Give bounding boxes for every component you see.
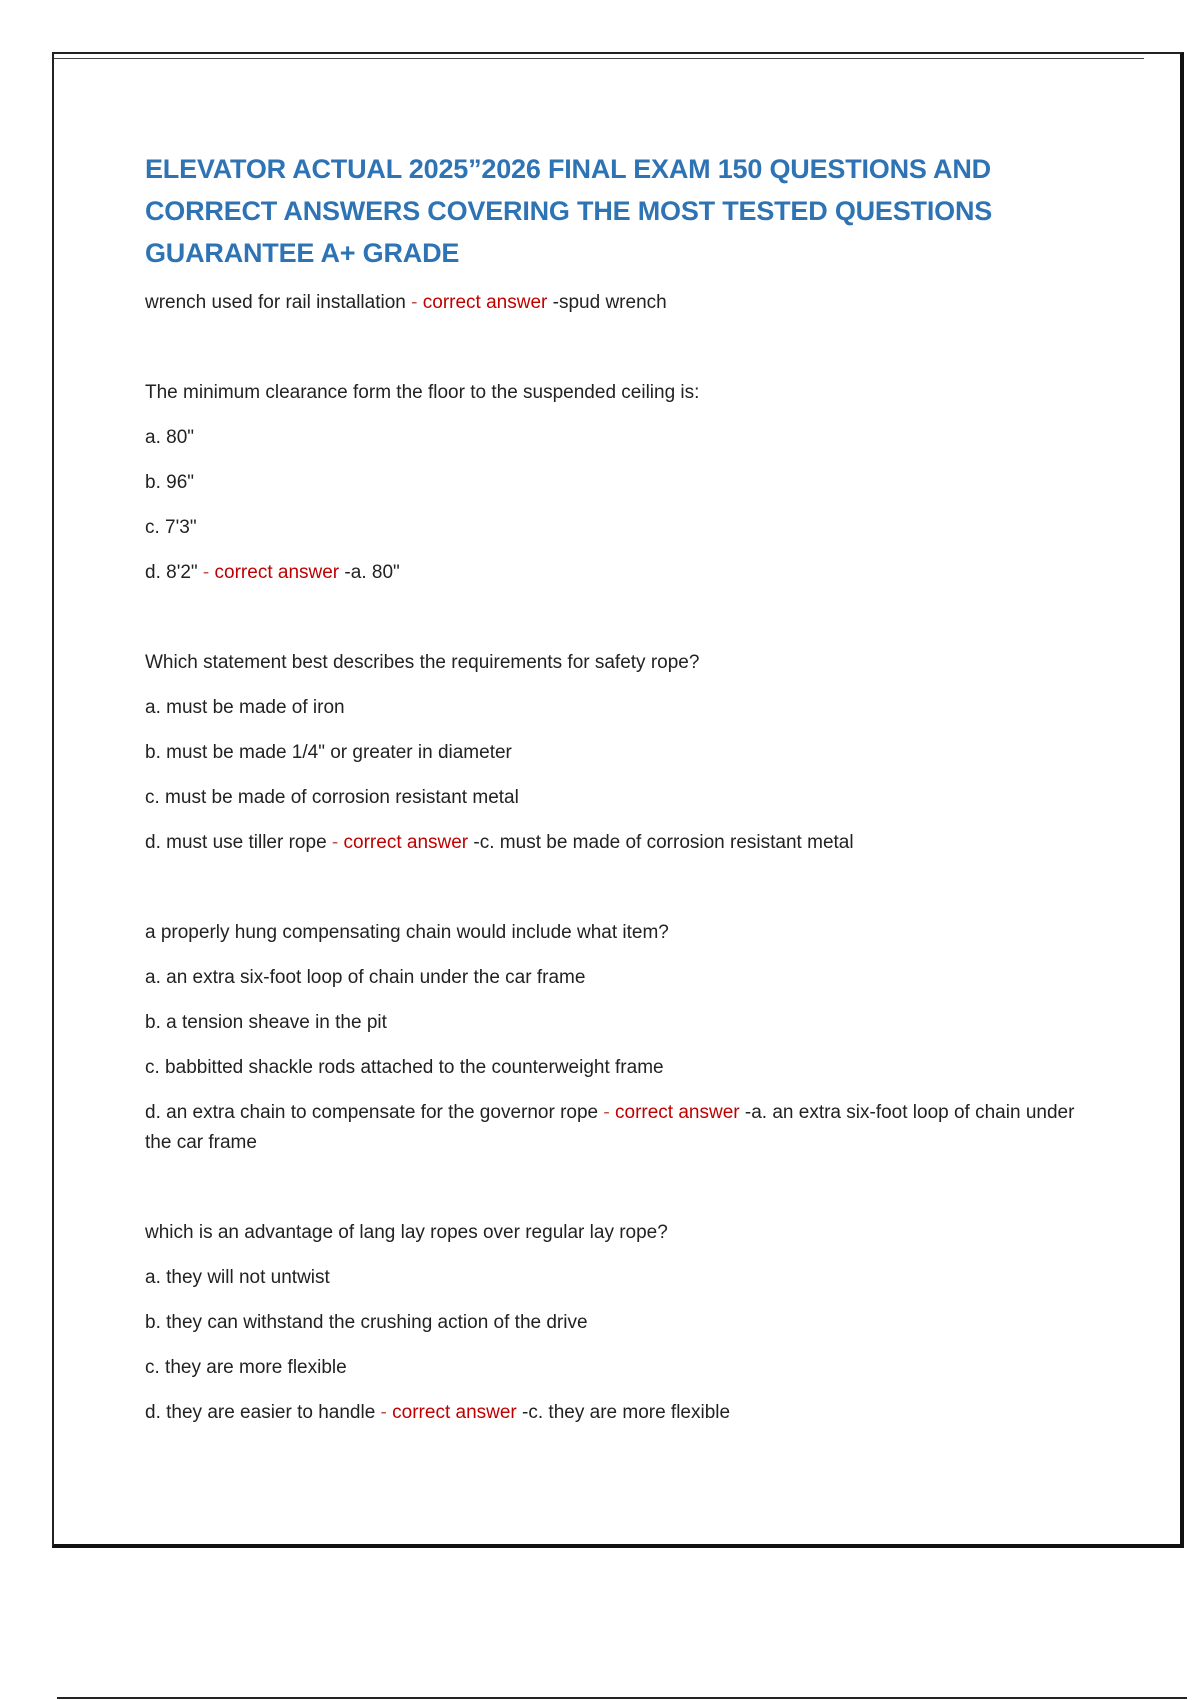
correct-answer-label: correct answer [343, 832, 469, 853]
separator: - [739, 1102, 752, 1123]
question-1 [145, 288, 1085, 318]
correct-answer-label: correct answer [422, 292, 548, 313]
answer-text: c. they are more flexible [528, 1402, 731, 1423]
option: a. 80" [145, 427, 195, 448]
option: a. must be made of iron [145, 697, 345, 718]
option-with-answer [145, 558, 1085, 588]
spacer [145, 603, 1085, 648]
option: c. they are more flexible [145, 1357, 347, 1378]
answer-text: a. 80" [350, 562, 400, 583]
separator: - [598, 1102, 615, 1123]
question-5-stem: which is an advantage of lang lay ropes over regular lay rope? [145, 1222, 668, 1243]
option: b. 96" [145, 472, 195, 493]
spacer [145, 1173, 1085, 1218]
answer-text: spud wrench [558, 292, 667, 313]
document-title: ELEVATOR ACTUAL 2025”2026 FINAL EXAM 150 QUESTIONS AND CORRECT ANSWERS COVERING THE MOST TESTED QUESTIONS GUARANTEE A+ GRADE [145, 154, 993, 268]
correct-answer-label: correct answer [214, 562, 340, 583]
answer-text: c. must be made of corrosion resistant metal [479, 832, 854, 853]
option: c. must be made of corrosion resistant metal [145, 787, 519, 808]
separator: - [405, 292, 423, 313]
separator: - [547, 292, 559, 313]
option: d. they are easier to handle [145, 1402, 376, 1423]
document-body [145, 148, 1085, 1443]
option-with-answer [145, 828, 1085, 858]
option: b. they can withstand the crushing action of the drive [145, 1312, 588, 1333]
question-4-stem: a properly hung compensating chain would include what item? [145, 922, 669, 943]
separator: - [375, 1402, 393, 1423]
option: d. an extra chain to compensate for the governor rope [145, 1102, 599, 1123]
option-with-answer [145, 1098, 1085, 1158]
option: b. must be made 1/4" or greater in diameter [145, 742, 512, 763]
option: c. babbitted shackle rods attached to the counterweight frame [145, 1057, 664, 1078]
separator: - [516, 1402, 529, 1423]
spacer [145, 873, 1085, 918]
question-stem: wrench used for rail installation [145, 292, 406, 313]
option: d. must use tiller rope [145, 832, 327, 853]
separator: - [339, 562, 351, 583]
option: a. they will not untwist [145, 1267, 330, 1288]
spacer [145, 333, 1085, 378]
correct-answer-label: correct answer [615, 1102, 740, 1123]
correct-answer-label: correct answer [392, 1402, 517, 1423]
separator: - [197, 562, 215, 583]
option: b. a tension sheave in the pit [145, 1012, 387, 1033]
footer-rule [57, 1697, 1187, 1699]
separator: - [326, 832, 344, 853]
option-with-answer [145, 1398, 1085, 1428]
question-3-stem: Which statement best describes the requirements for safety rope? [145, 652, 700, 673]
separator: - [468, 832, 480, 853]
answer-text: a. an extra six-foot loop of chain under the car frame [145, 1102, 1075, 1153]
option: a. an extra six-foot loop of chain under the car frame [145, 967, 586, 988]
option: c. 7'3" [145, 517, 197, 538]
question-2-stem: The minimum clearance form the floor to the suspended ceiling is: [145, 382, 700, 403]
option: d. 8'2" [145, 562, 198, 583]
